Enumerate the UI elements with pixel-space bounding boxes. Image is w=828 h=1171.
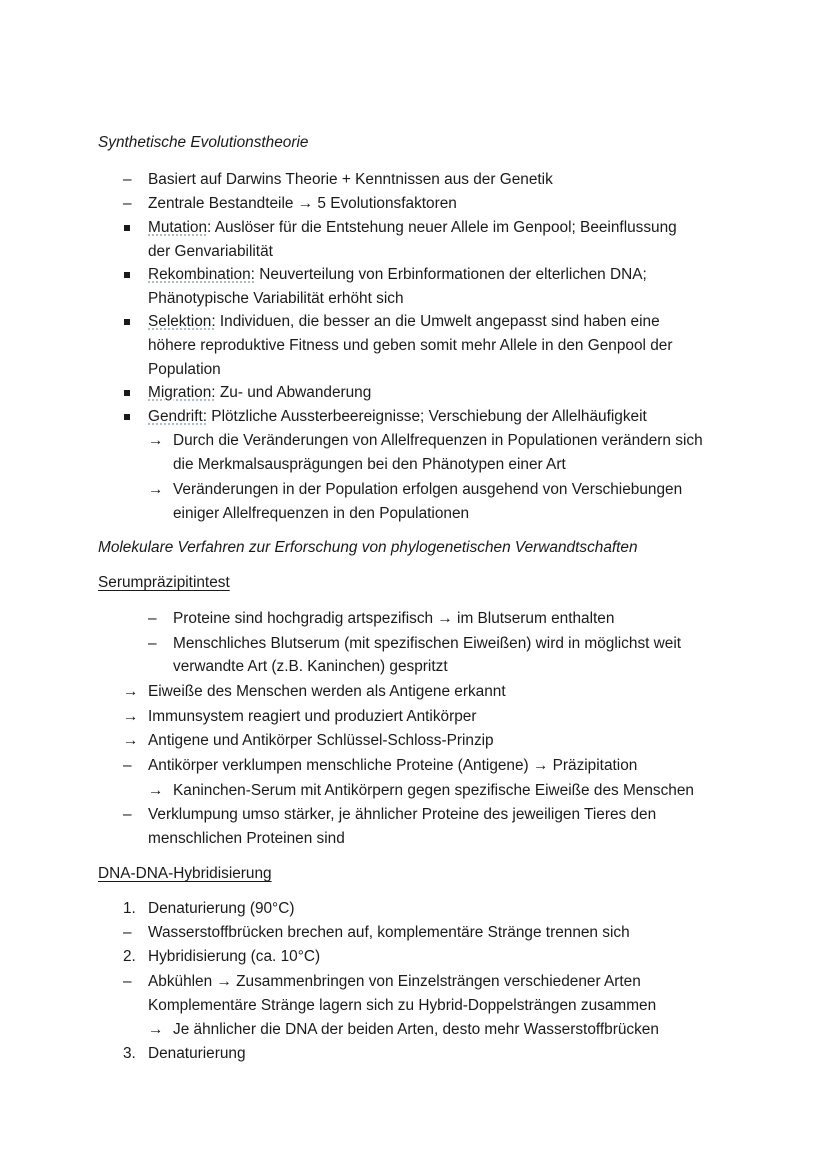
list-item: Antikörper verklumpen menschliche Proteine (Antigene) → Präzipitation xyxy=(148,757,638,774)
list-item: Proteine sind hochgradig artspezifisch → im Blutserum enthalten xyxy=(173,610,615,627)
factor-continuation: Population xyxy=(148,361,221,378)
step-text: Denaturierung xyxy=(148,1045,246,1062)
list-item: Wasserstoffbrücken brechen auf, komplementäre Stränge trennen sich xyxy=(148,924,630,941)
dash-bullet: – xyxy=(123,806,132,823)
list-item: Menschliches Blutserum (mit spezifischen Eiweißen) wird in möglichst weit xyxy=(173,635,682,652)
dash-bullet: – xyxy=(148,635,157,652)
arrow-bullet: → xyxy=(148,432,164,449)
step-number: 3. xyxy=(123,1045,136,1062)
arrow-bullet: → xyxy=(123,708,139,725)
list-item: Eiweiße des Menschen werden als Antigene erkannt xyxy=(148,683,506,700)
arrow-bullet: → xyxy=(148,1021,164,1038)
square-bullet xyxy=(124,414,130,420)
dash-bullet: – xyxy=(123,195,132,212)
arrow-bullet: → xyxy=(148,782,164,799)
list-item: Verklumpung umso stärker, je ähnlicher Proteine des jeweiligen Tieres den xyxy=(148,806,657,823)
list-item-continuation: Komplementäre Stränge lagern sich zu Hybrid-Doppelsträngen zusammen xyxy=(148,997,657,1014)
term-migration: Migration: xyxy=(148,384,216,401)
factor-text: Plötzliche Aussterbeereignisse; Verschiebung der Allelhäufigkeit xyxy=(207,408,647,425)
step-number: 1. xyxy=(123,900,136,917)
list-item: Abkühlen → Zusammenbringen von Einzelsträngen verschiedener Arten xyxy=(148,973,641,990)
section-title-molecular-methods: Molekulare Verfahren zur Erforschung von phylogenetischen Verwandtschaften xyxy=(98,539,638,556)
list-item: Basiert auf Darwins Theorie + Kenntnissen aus der Genetik xyxy=(148,171,553,188)
factor-mutation xyxy=(148,218,677,238)
square-bullet xyxy=(124,390,130,396)
subsection-title-serum: Serumpräzipitintest xyxy=(98,574,230,591)
arrow-bullet: → xyxy=(123,683,139,700)
list-item: Je ähnlicher die DNA der beiden Arten, desto mehr Wasserstoffbrücken xyxy=(173,1021,659,1038)
list-item-continuation: menschlichen Proteinen sind xyxy=(148,830,345,847)
arrow-bullet: → xyxy=(148,481,164,498)
factor-rekombination xyxy=(148,265,647,285)
factor-text: Zu- und Abwanderung xyxy=(215,384,372,401)
conclusion-line: Durch die Veränderungen von Allelfrequenzen in Populationen verändern sich xyxy=(173,432,703,449)
step-text: Denaturierung (90°C) xyxy=(148,900,295,917)
arrow-bullet: → xyxy=(123,732,139,749)
factor-text: Individuen, die besser an die Umwelt angepasst sind haben eine xyxy=(215,313,660,330)
conclusion-line: Veränderungen in der Population erfolgen ausgehend von Verschiebungen xyxy=(173,481,683,498)
factor-selektion xyxy=(148,312,660,332)
factor-text: Neuverteilung von Erbinformationen der elterlichen DNA; xyxy=(254,266,647,283)
dash-bullet: – xyxy=(148,610,157,627)
factor-migration xyxy=(148,383,371,403)
list-item-continuation: verwandte Art (z.B. Kaninchen) gespritzt xyxy=(173,658,448,675)
list-item: Zentrale Bestandteile → 5 Evolutionsfaktoren xyxy=(148,195,457,212)
step-text: Hybridisierung (ca. 10°C) xyxy=(148,948,321,965)
dash-bullet: – xyxy=(123,757,132,774)
list-item: Kaninchen-Serum mit Antikörpern gegen spezifische Eiweiße des Menschen xyxy=(173,782,694,799)
term-gendrift: Gendrift: xyxy=(148,408,208,425)
square-bullet xyxy=(124,225,130,231)
factor-text: : Auslöser für die Entstehung neuer Allele im Genpool; Beeinflussung xyxy=(207,219,677,236)
dash-bullet: – xyxy=(123,171,132,188)
term-rekombination: Rekombination: xyxy=(148,266,255,283)
section-title-synthetic-evolution: Synthetische Evolutionstheorie xyxy=(98,134,309,151)
step-number: 2. xyxy=(123,948,136,965)
factor-continuation: höhere reproduktive Fitness und geben somit mehr Allele in den Genpool der xyxy=(148,337,673,354)
dash-bullet: – xyxy=(123,973,132,990)
subsection-title-dna-hybridization: DNA-DNA-Hybridisierung xyxy=(98,865,272,882)
term-selektion: Selektion: xyxy=(148,313,216,330)
conclusion-line: einiger Allelfrequenzen in den Populationen xyxy=(173,505,470,522)
dash-bullet: – xyxy=(123,924,132,941)
square-bullet xyxy=(124,319,130,325)
list-item: Antigene und Antikörper Schlüssel-Schloss-Prinzip xyxy=(148,732,494,749)
factor-gendrift xyxy=(148,407,647,427)
conclusion-line: die Merkmalsausprägungen bei den Phänotypen einer Art xyxy=(173,456,566,473)
factor-continuation: Phänotypische Variabilität erhöht sich xyxy=(148,290,404,307)
square-bullet xyxy=(124,272,130,278)
list-item: Immunsystem reagiert und produziert Antikörper xyxy=(148,708,477,725)
factor-continuation: der Genvariabilität xyxy=(148,243,273,260)
term-mutation: Mutation xyxy=(148,219,208,236)
